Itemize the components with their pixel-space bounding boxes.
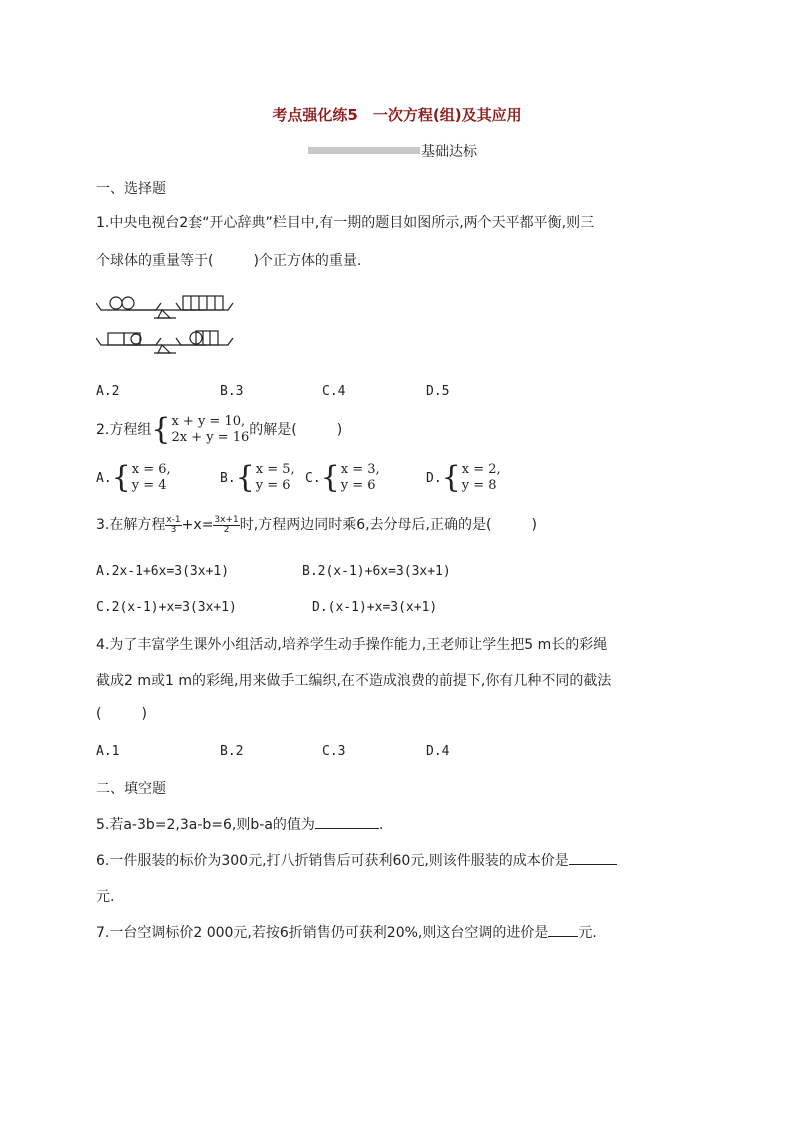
q3-stem: 3.在解方程 $\frac{x-1}{3}$ +x= $\frac{3x+1}{2}$ 时,方程两边同时乘6,去分母后,正确的是( ): [96, 514, 537, 535]
q1-line2: 个球体的重量等于( )个正方体的重量.: [96, 253, 362, 269]
q4-line1: 4.为了丰富学生课外小组活动,培养学生动手操作能力,王老师让学生把5 m长的彩绳: [96, 637, 608, 653]
q5-answer-blank[interactable]: [315, 814, 379, 829]
subtitle-bar: [308, 147, 420, 154]
q7-line: 7.一台空调标价2 000元,若按6折销售仍可获利20%,则这台空调的进价是 元.: [96, 922, 597, 942]
q4-line3: ( ): [96, 706, 147, 722]
q3-fraction-2: $\frac{3x+1}{2}$: [214, 514, 239, 535]
q2-option-a: A. { x = 6, y = 4: [96, 460, 171, 495]
q2-system: { x + y = 10, 2x + y = 16: [151, 412, 250, 447]
section-heading-fill: 二、填空题: [96, 781, 166, 797]
q4-option-d: D.4: [426, 744, 450, 759]
q4-option-a: A.1: [96, 744, 120, 759]
section-heading-choice: 一、选择题: [96, 181, 166, 197]
q6-answer-blank[interactable]: [569, 850, 617, 865]
q5-line: 5.若a-3b=2,3a-b=6,则b-a的值为 .: [96, 814, 383, 834]
subtitle: 基础达标: [421, 144, 477, 160]
q3-option-a: A.2x-1+6x=3(3x+1): [96, 564, 230, 579]
q1-option-a: A.2: [96, 384, 120, 399]
q4-line2: 截成2 m或1 m的彩绳,用来做手工编织,在不造成浪费的前提下,你有几种不同的截法: [96, 673, 612, 689]
q3-option-b: B.2(x-1)+6x=3(3x+1): [302, 564, 451, 579]
q1-option-c: C.4: [322, 384, 346, 399]
q3-option-d: D.(x-1)+x=3(x+1): [312, 600, 438, 615]
q2-option-b: B. { x = 5, y = 6: [220, 460, 295, 495]
q3-fraction-1: $\frac{x-1}{3}$: [166, 514, 181, 535]
q2-stem: 2.方程组 { x + y = 10, 2x + y = 16 的解是( ): [96, 412, 343, 447]
q3-option-c: C.2(x-1)+x=3(3x+1): [96, 600, 237, 615]
q1-line1: 1.中央电视台2套“开心辞典”栏目中,有一期的题目如图所示,两个天平都平衡,则三: [96, 215, 595, 231]
q4-option-c: C.3: [322, 744, 346, 759]
q1-option-b: B.3: [220, 384, 244, 399]
q4-option-b: B.2: [220, 744, 244, 759]
q2-option-c: C. { x = 3, y = 6: [305, 460, 380, 495]
q7-answer-blank[interactable]: [548, 922, 578, 937]
q6-line1: 6.一件服装的标价为300元,打八折销售后可获利60元,则该件服装的成本价是: [96, 850, 617, 870]
q1-option-d: D.5: [426, 384, 450, 399]
balance-figure: [96, 288, 236, 360]
q2-option-d: D. { x = 2, y = 8: [426, 460, 501, 495]
q6-line2: 元.: [96, 889, 115, 905]
page-title: 考点强化练5 一次方程(组)及其应用: [272, 106, 522, 124]
